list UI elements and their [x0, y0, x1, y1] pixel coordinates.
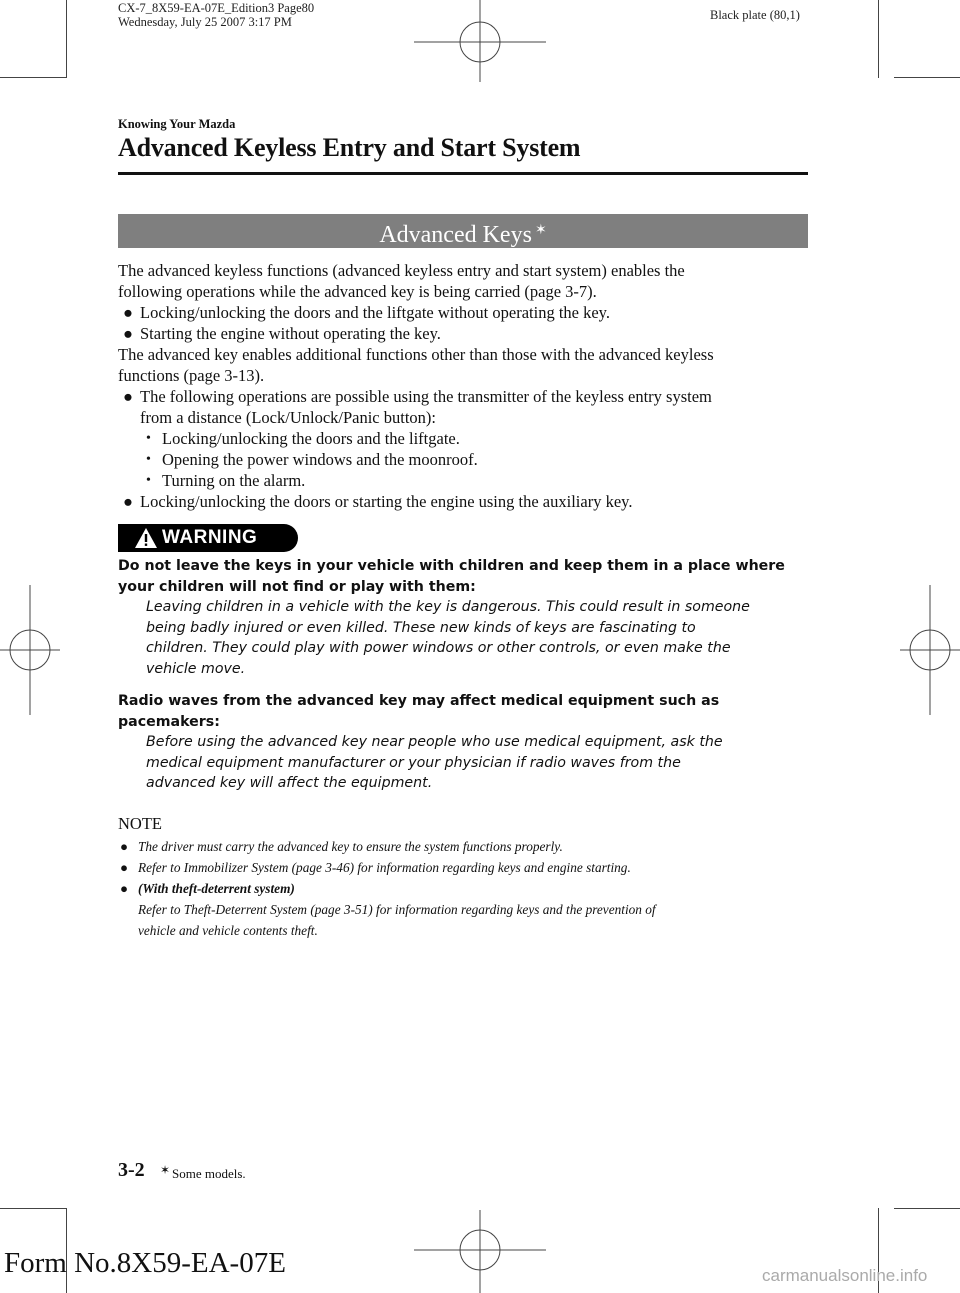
warning-body: Leaving children in a vehicle with the key is dangerous. This could result in someone being badly injured or even killed. These new kinds of keys are fascinating to children. They could play with power windows or other controls, or even make the vehicle move. [146, 599, 750, 677]
intro-line: following operations while the advanced key is being carried (page 3-7). [118, 282, 597, 301]
warning-triangle-icon [134, 527, 158, 549]
date-line: Wednesday, July 25 2007 3:17 PM [118, 15, 292, 29]
registration-mark-top [414, 0, 546, 82]
bullet-icon: ● [123, 303, 133, 322]
watermark: carmanualsonline.info [762, 1266, 928, 1285]
warning-heading: Radio waves from the advanced key may affect medical equipment such as pacemakers: [118, 693, 720, 730]
warning-heading: Do not leave the keys in your vehicle with children and keep them in a place where your children will not find or play with them: [118, 558, 785, 595]
list-item: ● Starting the engine without operating the key. [123, 324, 441, 343]
star-icon: ✶ [534, 223, 547, 238]
registration-mark-bottom [414, 1210, 546, 1293]
title-rule [118, 172, 808, 175]
sub-list-item: • Locking/unlocking the doors and the liftgate. [146, 429, 460, 448]
page-number: 3-2 [118, 1159, 145, 1181]
intro-line: The advanced key enables additional functions other than those with the advanced keyless [118, 345, 714, 364]
bullet-icon: ● [120, 881, 129, 896]
chapter-title: Advanced Keyless Entry and Start System [118, 133, 581, 162]
bullet-icon: ● [123, 324, 133, 343]
sub-list-item: • Turning on the alarm. [146, 471, 306, 490]
bullet-icon: ● [123, 387, 133, 406]
bullet-icon: ● [120, 839, 129, 854]
intro-text [118, 260, 818, 512]
intro-line: functions (page 3-13). [118, 366, 265, 385]
sub-bullet-icon: • [146, 473, 151, 488]
plate-label: Black plate (80,1) [710, 8, 800, 22]
intro-line: The advanced keyless functions (advanced keyless entry and start system) enables the [118, 261, 685, 280]
list-item: ● Locking/unlocking the doors or starting the engine using the auxiliary key. [123, 492, 633, 511]
file-line: CX-7_8X59-EA-07E_Edition3 Page80 [118, 1, 315, 15]
list-item: ● Refer to Immobilizer System (page 3-46) for information regarding keys and engine starting. [118, 857, 818, 878]
banner-title: Advanced Keys [379, 222, 532, 248]
some-models-note: Some models. [172, 1166, 246, 1181]
note-text [118, 836, 818, 941]
star-icon: ✶ [160, 1163, 171, 1177]
registration-mark-right [900, 585, 960, 715]
sub-list-item: • Opening the power windows and the moonroof. [146, 450, 478, 469]
sub-bullet-icon: • [146, 452, 151, 467]
list-item: ● Locking/unlocking the doors and the liftgate without operating the key. [123, 303, 610, 322]
list-item: ● The following operations are possible using the transmitter of the keyless entry system from a distance (Lock/Unlock/Panic button): [123, 387, 712, 427]
warning-body: Before using the advanced key near people who use medical equipment, ask the medical equipment manufacturer or your physician if radio waves from the advanced key will affect the equipment. [146, 734, 723, 791]
registration-mark-left [0, 585, 60, 715]
warning-badge [118, 524, 298, 552]
bullet-icon: ● [120, 860, 129, 875]
warning-label: WARNING [162, 527, 258, 548]
section-banner [118, 214, 808, 248]
sub-bullet-icon: • [146, 431, 151, 446]
list-item: ● (With theft-deterrent system) Refer to Theft-Deterrent System (page 3-51) for information regarding keys and the prevention of vehicle and vehicle contents theft. [118, 878, 818, 941]
warning-text [118, 556, 818, 794]
section-label: Knowing Your Mazda [118, 117, 236, 131]
file-info [118, 1, 314, 29]
list-item: ● The driver must carry the advanced key to ensure the system functions properly. [118, 836, 818, 857]
form-number: Form No.8X59-EA-07E [4, 1247, 286, 1279]
bullet-icon: ● [123, 492, 133, 511]
note-title: NOTE [118, 814, 162, 833]
